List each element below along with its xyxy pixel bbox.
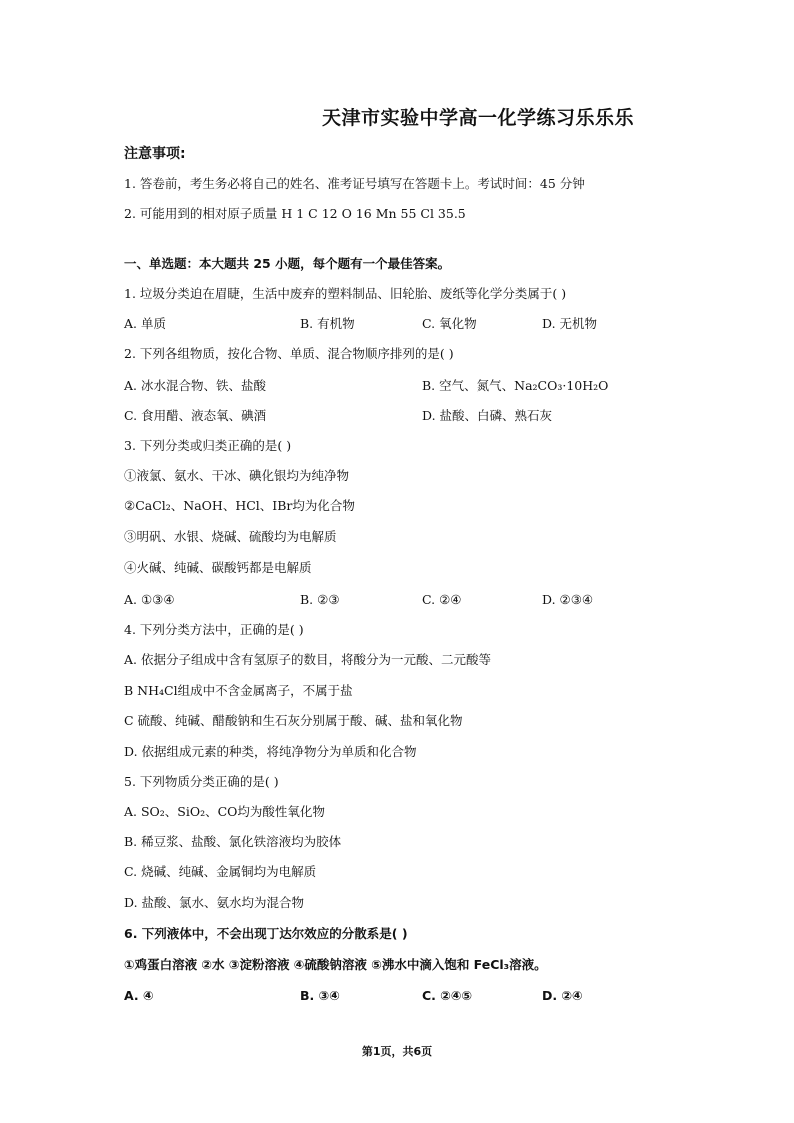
q1-option-b: B. 有机物	[300, 316, 355, 331]
notes-heading: 注意事项:	[124, 146, 186, 162]
q1-option-a: A. 单质	[124, 316, 166, 331]
q2-option-a: A. 冰水混合物、铁、盐酸	[124, 378, 266, 393]
q1-stem: 1. 垃圾分类迫在眉睫，生活中废弃的塑料制品、旧轮胎、废纸等化学分类属于( )	[124, 286, 567, 301]
q4-option-b: B NH₄Cl组成中不含金属离子，不属于盐	[124, 683, 353, 698]
note-2: 2. 可能用到的相对原子质量 H 1 C 12 O 16 Mn 55 Cl 35.5	[124, 206, 466, 221]
q6-option-a: A. ④	[124, 988, 154, 1003]
q6-option-c: C. ②④⑤	[422, 988, 473, 1003]
q6-items: ①鸡蛋白溶液 ②水 ③淀粉溶液 ④硫酸钠溶液 ⑤沸水中滴入饱和 FeCl₃溶液。	[124, 957, 547, 972]
q6-option-d: D. ②④	[542, 988, 583, 1003]
q3-stem: 3. 下列分类或归类正确的是( )	[124, 438, 292, 453]
page-footer: 第1页，共6页	[361, 1045, 433, 1058]
q6-stem: 6. 下列液体中，不会出现丁达尔效应的分散系是( )	[124, 926, 408, 941]
q3-statement-2: ②CaCl₂、NaOH、HCl、IBr均为化合物	[124, 498, 355, 513]
q5-option-a: A. SO₂、SiO₂、CO均为酸性氧化物	[124, 804, 325, 819]
q5-option-b: B. 稀豆浆、盐酸、氯化铁溶液均为胶体	[124, 834, 342, 849]
q4-option-a: A. 依据分子组成中含有氢原子的数目，将酸分为一元酸、二元酸等	[124, 652, 491, 667]
q1-option-d: D. 无机物	[542, 316, 598, 331]
q2-option-b: B. 空气、氮气、Na₂CO₃·10H₂O	[422, 378, 609, 393]
q3-option-b: B. ②③	[300, 592, 340, 607]
q3-statement-3: ③明矾、水银、烧碱、硫酸均为电解质	[124, 529, 337, 544]
q3-option-d: D. ②③④	[542, 592, 594, 607]
q4-option-d: D. 依据组成元素的种类，将纯净物分为单质和化合物	[124, 744, 417, 759]
q2-option-d: D. 盐酸、白磷、熟石灰	[422, 408, 553, 423]
section-heading: 一、单选题：本大题共 25 小题，每个题有一个最佳答案。	[124, 256, 451, 271]
note-1: 1. 答卷前，考生务必将自己的姓名、准考证号填写在答题卡上。考试时间：45 分钟	[124, 176, 585, 191]
q5-option-c: C. 烧碱、纯碱、金属铜均为电解质	[124, 864, 317, 879]
q3-statement-4: ④火碱、纯碱、碳酸钙都是电解质	[124, 560, 312, 575]
page-title: 天津市实验中学高一化学练习乐乐乐	[322, 107, 635, 129]
q4-stem: 4. 下列分类方法中，正确的是( )	[124, 622, 304, 637]
q2-stem: 2. 下列各组物质，按化合物、单质、混合物顺序排列的是( )	[124, 346, 454, 361]
q3-option-a: A. ①③④	[124, 592, 175, 607]
q3-statement-1: ①液氯、氨水、干冰、碘化银均为纯净物	[124, 468, 350, 483]
q5-option-d: D. 盐酸、氯水、氨水均为混合物	[124, 895, 305, 910]
q4-option-c: C 硫酸、纯碱、醋酸钠和生石灰分别属于酸、碱、盐和氧化物	[124, 713, 463, 728]
q6-option-b: B. ③④	[300, 988, 340, 1003]
q1-option-c: C. 氧化物	[422, 316, 477, 331]
q2-option-c: C. 食用醋、液态氧、碘酒	[124, 408, 267, 423]
q5-stem: 5. 下列物质分类正确的是( )	[124, 774, 279, 789]
q3-option-c: C. ②④	[422, 592, 462, 607]
